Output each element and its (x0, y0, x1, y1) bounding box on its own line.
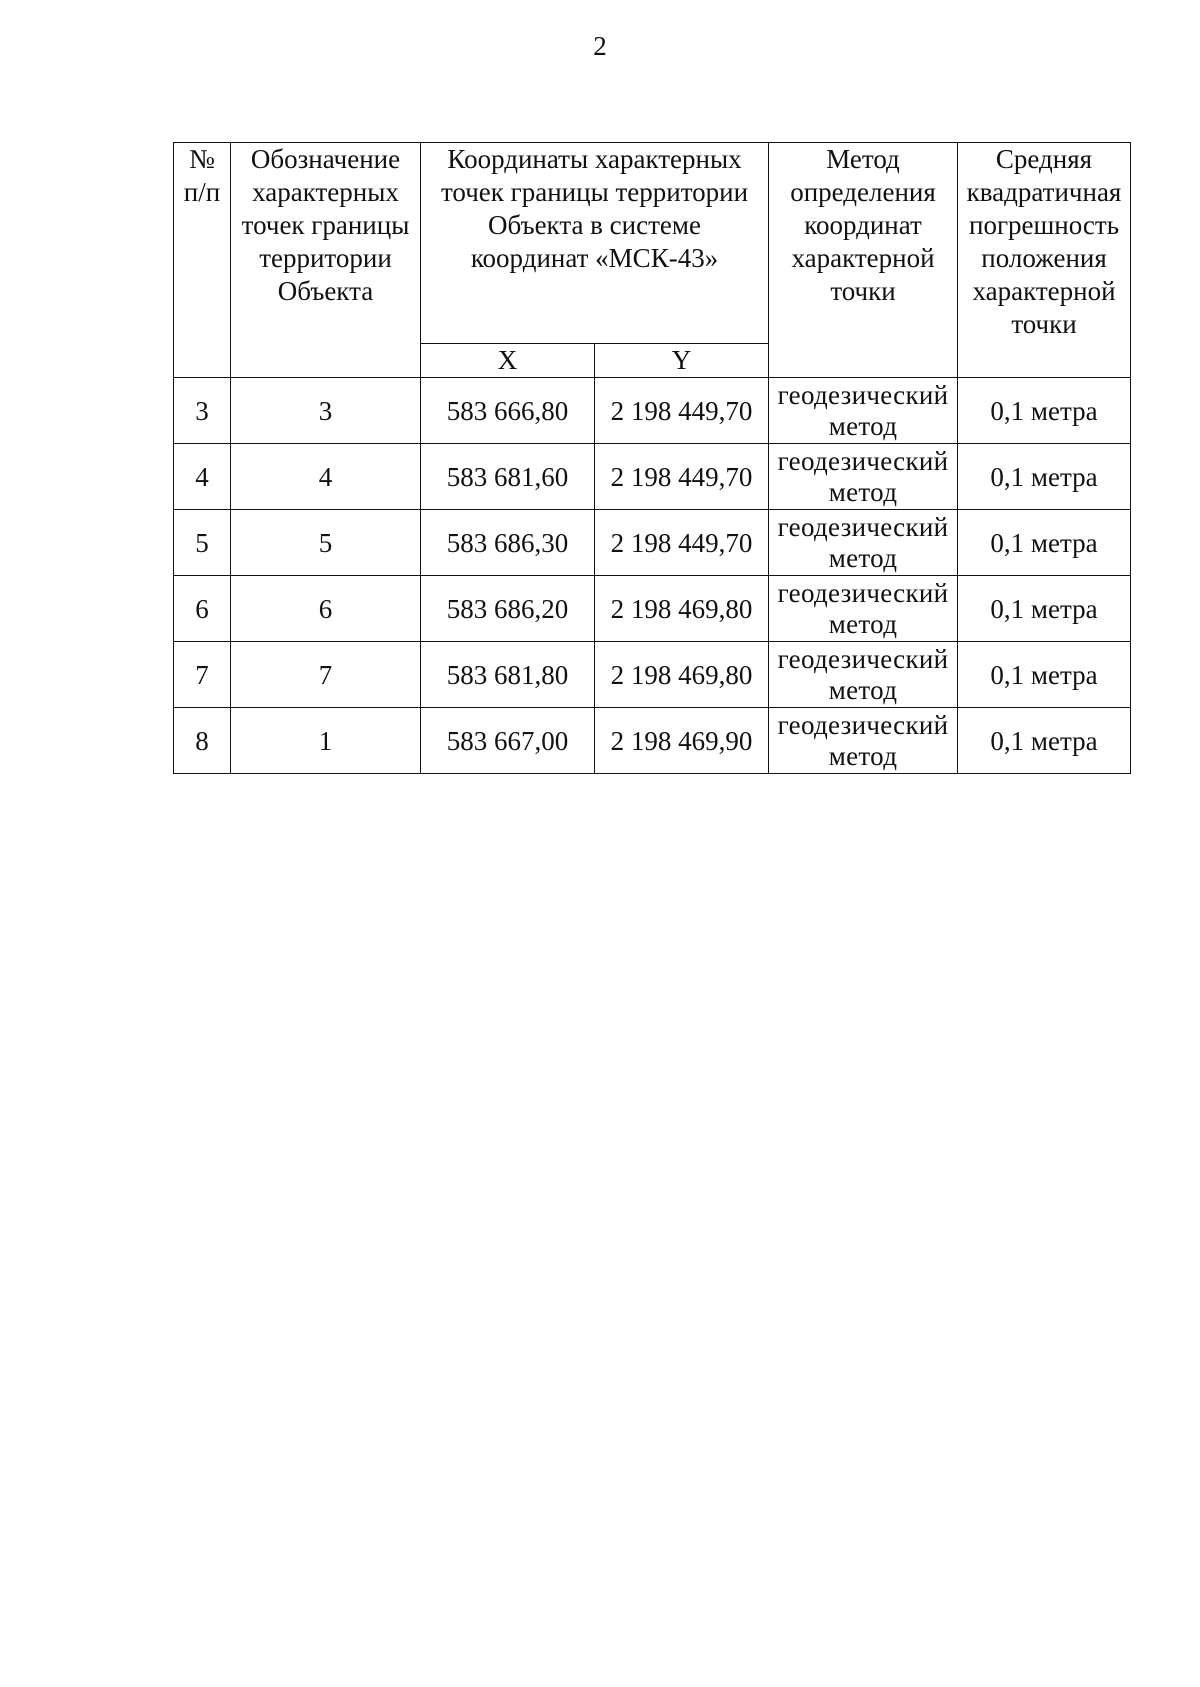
cell-method: геодезический метод (769, 576, 958, 642)
cell-x: 583 667,00 (421, 708, 595, 774)
table-row (174, 708, 1131, 774)
cell-y: 2 198 449,70 (595, 378, 769, 444)
cell-y: 2 198 469,90 (595, 708, 769, 774)
coordinates-table (173, 142, 1131, 774)
table-row (174, 444, 1131, 510)
cell-point: 4 (231, 444, 421, 510)
cell-y: 2 198 449,70 (595, 510, 769, 576)
cell-y: 2 198 469,80 (595, 642, 769, 708)
cell-error: 0,1 метра (958, 378, 1131, 444)
header-method: Метод определения координат характерной точки (769, 143, 958, 378)
cell-y: 2 198 469,80 (595, 576, 769, 642)
cell-error: 0,1 метра (958, 708, 1131, 774)
cell-num: 3 (174, 378, 231, 444)
cell-point: 3 (231, 378, 421, 444)
table-row (174, 576, 1131, 642)
cell-x: 583 686,30 (421, 510, 595, 576)
table-row (174, 510, 1131, 576)
table-row (174, 378, 1131, 444)
table-header (174, 143, 1131, 378)
cell-x: 583 681,60 (421, 444, 595, 510)
cell-method: геодезический метод (769, 642, 958, 708)
cell-num: 4 (174, 444, 231, 510)
cell-num: 7 (174, 642, 231, 708)
cell-num: 8 (174, 708, 231, 774)
header-y: Y (595, 344, 769, 378)
header-num: № п/п (174, 143, 231, 378)
cell-method: геодезический метод (769, 510, 958, 576)
table-body (174, 378, 1131, 774)
cell-error: 0,1 метра (958, 444, 1131, 510)
cell-method: геодезический метод (769, 378, 958, 444)
cell-error: 0,1 метра (958, 510, 1131, 576)
cell-y: 2 198 449,70 (595, 444, 769, 510)
header-coordinates: Координаты характерных точек границы территории Объекта в системе координат «МСК-43» (421, 143, 769, 344)
header-error: Средняя квадратичная погрешность положения характерной точки (958, 143, 1131, 378)
cell-error: 0,1 метра (958, 576, 1131, 642)
cell-x: 583 681,80 (421, 642, 595, 708)
page-number: 2 (593, 31, 607, 61)
cell-error: 0,1 метра (958, 642, 1131, 708)
cell-method: геодезический метод (769, 444, 958, 510)
cell-num: 6 (174, 576, 231, 642)
header-designation: Обозначение характерных точек границы территории Объекта (231, 143, 421, 378)
cell-num: 5 (174, 510, 231, 576)
cell-point: 7 (231, 642, 421, 708)
cell-point: 5 (231, 510, 421, 576)
cell-x: 583 686,20 (421, 576, 595, 642)
cell-point: 6 (231, 576, 421, 642)
header-x: X (421, 344, 595, 378)
cell-method: геодезический метод (769, 708, 958, 774)
cell-x: 583 666,80 (421, 378, 595, 444)
table-row (174, 642, 1131, 708)
cell-point: 1 (231, 708, 421, 774)
